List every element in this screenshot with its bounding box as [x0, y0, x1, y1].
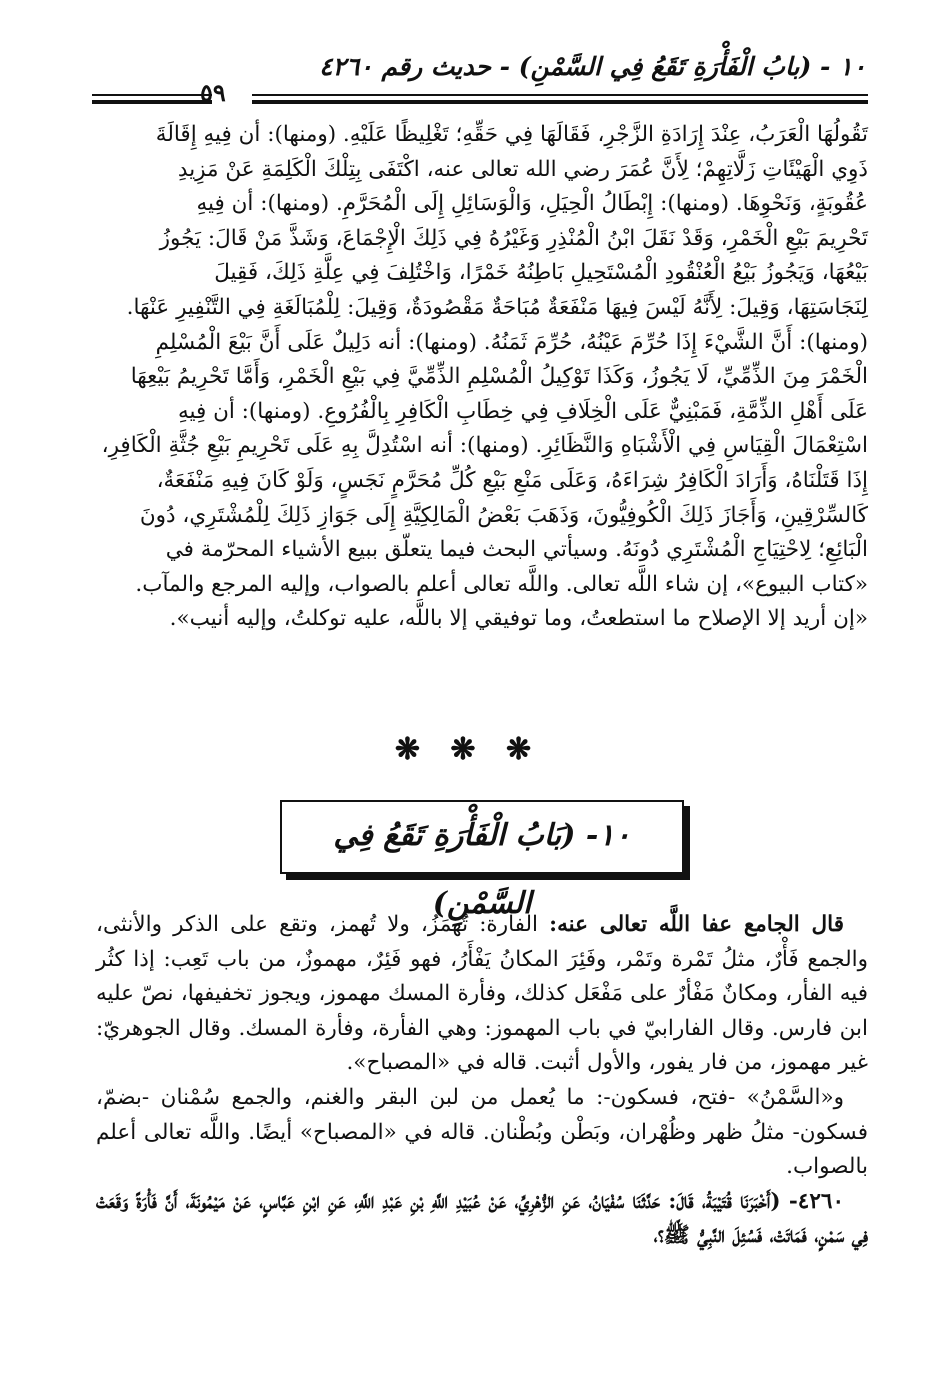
section-separator-stars: ❋ ❋ ❋	[394, 732, 542, 767]
header-rule-left-thin	[92, 94, 212, 96]
text-line: تَقُولُهَا الْعَرَبُ، عِنْدَ إِرَادَةِ الزَّجْرِ، فَقَالَهَا فِي حَقِّهِ؛ تَغْلِيظًا عَلَيْهِ. (ومنها): أن فِيهِ إِقَالَةَ	[155, 122, 868, 147]
running-header	[90, 50, 866, 107]
text-line: الْخَمْرَ مِنَ الذِّمِّيِّ، لَا يَجُوزُ، وَكَذَا تَوْكِيلُ الْمُسْلِمِ الذِّمِّيَّ فِي بَيْعِ الْخَمْرِ، وَأَمَّا تَحْرِيمُ بَيْعِهَا	[130, 364, 868, 390]
commentary-block	[96, 118, 868, 637]
text-line: عَلَى أَهْلِ الذِّمَّةِ، فَمَبْنِيٌّ عَلَى الْخِلَافِ فِي خِطَابِ الْكَافِرِ بِالْفُرُوعِ. (ومنها): أن فِيهِ	[177, 398, 868, 424]
chapter-heading-box	[280, 800, 684, 921]
text-line: تَحْرِيمَ بَيْعِ الْخَمْرِ، وَقَدْ نَقَلَ ابْنُ الْمُنْذِرِ وَغَيْرُهُ فِي ذَلِكَ الْإِجْمَاعَ، وَشَذَّ مَنْ قَالَ: يَجُوزُ	[159, 225, 868, 251]
hadith-text: ٤٢٦٠- (أَخْبَرَنَا قُتَيْبَةُ، قَالَ: حَدَّثَنَا سُفْيَانُ، عَنِ الزُّهْرِيِّ، عَنْ عُبَيْدِ اللَّهِ بْنِ عَبْدِ اللَّهِ، عَنِ ابْنِ عَبَّاسٍ، عَنْ مَيْمُونَةَ، أَنَّ فَأْرَةً وَقَعَتْ فِي سَمْنٍ، فَمَاتَتْ، فَسُئِلَ النَّبِيُّ ﷺ؟،	[96, 1188, 868, 1249]
header-rule-thick	[252, 100, 868, 104]
author-lead: قال الجامع عفا اللَّه تعالى عنه:	[549, 912, 844, 937]
paragraph-text: الفارة: تُهمَزُ، ولا تُهمز، وتقع على الذكر والأنثى، والجمع فَأْرٌ، مثلُ تَمْرة وتَمْر، وفَئِرَ المكانُ يَفْأَرُ، فهو فَئِرٌ، مهموزٌ، من باب تَعِب: إذا كثُر فيه الفأر، ومكانٌ مَفْأرٌ على مَفْعَل كذلك، وفأرة المسك مهموز، ويجوز تخفيفها، نصّ عليه ابن فارس. وقال الفارابيّ في باب المهموز: وهي الفأرة، وفأرة المسك. وقال الجوهريّ: غير مهموز، من فار يفور، والأول أثبت. قاله في «المصباح».	[96, 912, 868, 1076]
running-title: ١٠ - (بابُ الْفَأْرَةِ تَقَعُ فِي السَّمْنِ) - حديث رقم ٤٢٦٠	[319, 52, 866, 81]
chapter-title: ١٠- (بَابُ الْفَأْرَةِ تَقَعُ فِي السَّمْنِ)	[333, 818, 631, 921]
header-rule-left-thick	[92, 100, 212, 104]
text-line: بَيْعُهَا، وَيَجُوزُ بَيْعُ الْعُنْقُودِ الْمُسْتَحِيلِ بَاطِنُهُ خَمْرًا، وَاخْتُلِفَ فِي عِلَّةِ ذَلِكَ، فَقِيلَ	[214, 260, 868, 286]
page-number: ٥٩	[200, 78, 226, 107]
paragraph-definition-fara	[96, 908, 868, 1081]
text-line: عُقُوبَةٍ، وَنَحْوِهَا. (ومنها): إِبْطَالُ الْحِيَلِ، وَالْوَسَائِلِ إِلَى الْمُحَرَّمِ. (ومنها): أن فِيهِ	[196, 191, 868, 217]
text-line: إِذَا قَتَلْنَاهُ، وَأَرَادَ الْكَافِرُ شِرَاءَهُ، وَعَلَى مَنْعِ بَيْعِ كُلِّ مُحَرَّمٍ نَجَسٍ، وَلَوْ كَانَ فِيهِ مَنْفَعَةٌ،	[156, 467, 868, 493]
chapter-body	[96, 908, 868, 1254]
text-line: «كتاب البيوع»، إن شاء اللَّه تعالى. واللَّه تعالى أعلم بالصواب، وإليه المرجع والمآب.	[135, 571, 868, 597]
text-line: اسْتِعْمَالَ الْقِيَاسِ فِي الْأَشْبَاهِ وَالنَّظَائِرِ. (ومنها): أنه اسْتُدِلَّ بِهِ عَلَى تَحْرِيمِ بَيْعِ جُثَّةِ الْكَافِرِ،	[101, 433, 868, 459]
paragraph-definition-samn: و«السَّمْنُ» -فتح، فسكون-: ما يُعمل من لبن البقر والغنم، والجمع سُمْنان -بضمّ، فسكون- مثلُ ظهر وظُهْران، وبَطْن وبُطْنان. قاله في «المصباح» أيضًا. واللَّه تعالى أعلم بالصواب.	[96, 1084, 868, 1180]
text-line: ذَوِي الْهَيْئَاتِ زَلَّاتِهِمْ؛ لِأَنَّ عُمَرَ رضي الله تعالى عنه، اكْتَفَى بِتِلْكَ الْكَلِمَةِ عَنْ مَزِيدِ	[177, 156, 868, 182]
text-line: كَالسِّرْقِينِ، وَأَجَازَ ذَلِكَ الْكُوفِيُّونَ، وَذَهَبَ بَعْضُ الْمَالِكِيَّةِ إِلَى جَوَازِ ذَلِكَ لِلْمُشْتَرِي، دُونَ	[139, 502, 868, 528]
text-line: لِنَجَاسَتِهَا، وَقِيلَ: لِأَنَّهُ لَيْسَ فِيهَا مَنْفَعَةٌ مُبَاحَةٌ مَقْصُودَةٌ، وَقِيلَ: لِلْمُبَالَغَةِ فِي التَّنْفِيرِ عَنْهَا.	[126, 294, 868, 320]
text-line: الْبَائِعِ؛ لِاحْتِيَاجِ الْمُشْتَرِي دُونَهُ. وسيأتي البحث فيما يتعلّق ببيع الأشياء المحرّمة في	[165, 537, 868, 563]
header-rule-thin	[252, 94, 868, 96]
text-line: «إن أريد إلا الإصلاح ما استطعتُ، وما توفيقي إلا باللَّه، عليه توكلتُ، وإليه أنيب».	[169, 606, 868, 632]
text-line: (ومنها): أَنَّ الشَّيْءَ إِذَا حُرِّمَ عَيْنُهُ، حُرِّمَ ثَمَنُهُ. (ومنها): أنه دَلِيلٌ عَلَى أَنَّ بَيْعَ الْمُسْلِمِ	[155, 329, 868, 355]
